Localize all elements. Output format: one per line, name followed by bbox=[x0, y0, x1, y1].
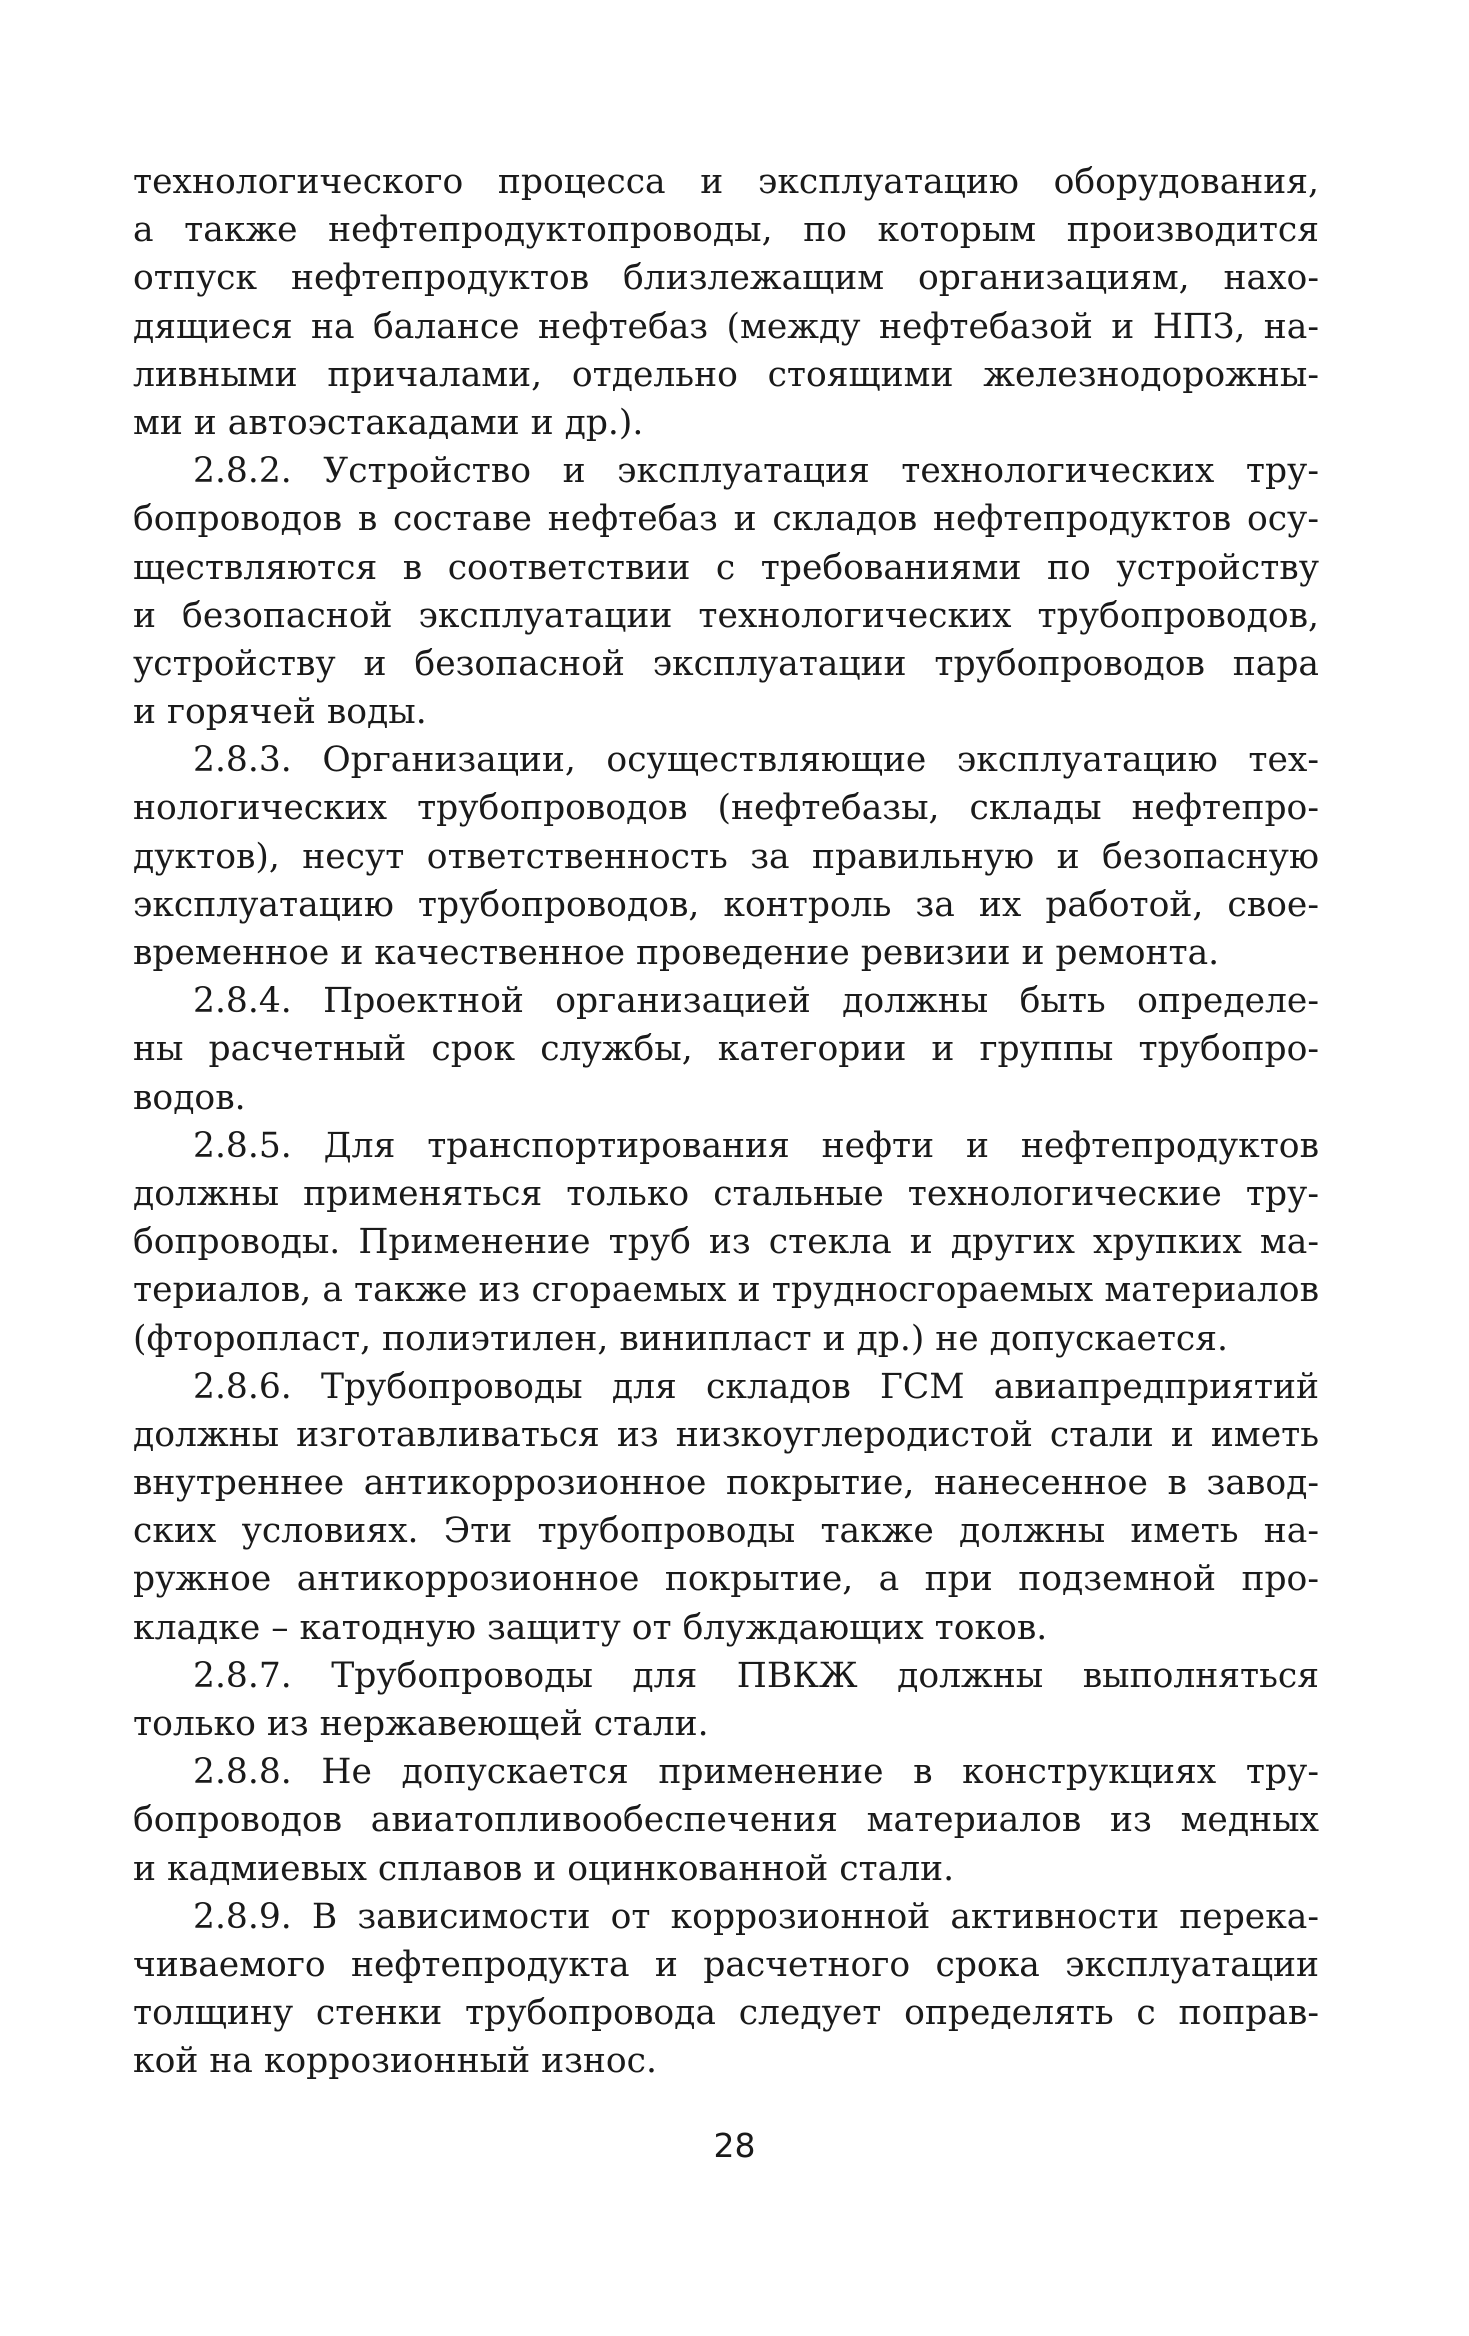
text-line: устройству и безопасной эксплуатации трубопроводов пара bbox=[133, 643, 1319, 684]
text-line: только из нержавеющей стали. bbox=[133, 1704, 709, 1744]
text-line: ми и автоэстакадами и др.). bbox=[133, 402, 644, 443]
text-line: 2.8.5. Для транспортирования нефти и нефтепродуктов bbox=[193, 1125, 1319, 1166]
text-line: водов. bbox=[133, 1077, 246, 1118]
text-line: дящиеся на балансе нефтебаз (между нефтебазой и НПЗ, на- bbox=[133, 306, 1319, 347]
paragraph-2-8-5 bbox=[133, 1122, 1319, 1363]
text-line: ских условиях. Эти трубопроводы также должны иметь на- bbox=[133, 1511, 1319, 1552]
paragraph-2-8-3 bbox=[133, 736, 1319, 977]
text-line: 2.8.8. Не допускается применение в конструкциях тру- bbox=[193, 1752, 1319, 1793]
paragraph-2-8-7 bbox=[133, 1652, 1319, 1748]
paragraph-2-8-4 bbox=[133, 977, 1319, 1122]
page-number: 28 bbox=[713, 2126, 756, 2165]
text-line: кой на коррозионный износ. bbox=[133, 2041, 657, 2082]
text-line: бопроводов авиатопливообеспечения материалов из медных bbox=[133, 1800, 1319, 1841]
text-line: эксплуатацию трубопроводов, контроль за их работой, свое- bbox=[133, 884, 1319, 925]
text-line: технологического процесса и эксплуатацию оборудования, bbox=[133, 162, 1319, 202]
paragraph-2-8-8 bbox=[133, 1748, 1319, 1893]
text-line: териалов, а также из сгораемых и трудносгораемых материалов bbox=[133, 1270, 1319, 1311]
text-line: чиваемого нефтепродукта и расчетного срока эксплуатации bbox=[133, 1944, 1319, 1985]
text-line: 2.8.2. Устройство и эксплуатация технологических тру- bbox=[193, 451, 1319, 492]
text-line: дуктов), несут ответственность за правильную и безопасную bbox=[133, 836, 1319, 877]
text-line: 2.8.3. Организации, осуществляющие эксплуатацию тех- bbox=[193, 740, 1319, 781]
paragraph-2-8-6 bbox=[133, 1363, 1319, 1652]
text-line: должны изготавливаться из низкоуглеродистой стали и иметь bbox=[133, 1414, 1319, 1455]
text-line: а также нефтепродуктопроводы, по которым производится bbox=[133, 210, 1319, 251]
text-line: отпуск нефтепродуктов близлежащим организациям, нахо- bbox=[133, 258, 1319, 299]
body-text bbox=[133, 158, 1319, 2086]
text-line: бопроводы. Применение труб из стекла и других хрупких ма- bbox=[133, 1222, 1319, 1263]
text-line: бопроводов в составе нефтебаз и складов нефтепродуктов осу- bbox=[133, 499, 1319, 540]
text-line: внутреннее антикоррозионное покрытие, нанесенное в завод- bbox=[133, 1463, 1319, 1504]
text-line: кладке – катодную защиту от блуждающих токов. bbox=[133, 1607, 1048, 1648]
text-line: и безопасной эксплуатации технологических трубопроводов, bbox=[133, 595, 1319, 636]
text-line: ливными причалами, отдельно стоящими железнодорожны- bbox=[133, 354, 1319, 395]
paragraph-2-8-9 bbox=[133, 1893, 1319, 2086]
text-line: должны применяться только стальные технологические тру- bbox=[133, 1173, 1319, 1214]
text-line: 2.8.6. Трубопроводы для складов ГСМ авиапредприятий bbox=[193, 1366, 1319, 1407]
text-line: ны расчетный срок службы, категории и группы трубопро- bbox=[133, 1029, 1319, 1070]
paragraph-2-8-2 bbox=[133, 447, 1319, 736]
text-line: ружное антикоррозионное покрытие, а при подземной про- bbox=[133, 1559, 1319, 1600]
text-line: 2.8.9. В зависимости от коррозионной активности перека- bbox=[193, 1896, 1319, 1937]
text-line: толщину стенки трубопровода следует определять с поправ- bbox=[133, 1993, 1319, 2034]
paragraph-continuation bbox=[133, 158, 1319, 447]
text-line: 2.8.4. Проектной организацией должны быть определе- bbox=[193, 981, 1319, 1022]
text-line: нологических трубопроводов (нефтебазы, склады нефтепро- bbox=[133, 788, 1319, 829]
text-line: и кадмиевых сплавов и оцинкованной стали. bbox=[133, 1848, 955, 1889]
text-line: (фторопласт, полиэтилен, винипласт и др.) не допускается. bbox=[133, 1318, 1228, 1359]
text-line: и горячей воды. bbox=[133, 692, 427, 733]
text-line: ществляются в соответствии с требованиями по устройству bbox=[133, 547, 1319, 588]
text-line: 2.8.7. Трубопроводы для ПВКЖ должны выполняться bbox=[193, 1655, 1319, 1696]
text-line: временное и качественное проведение ревизии и ремонта. bbox=[133, 933, 1220, 973]
